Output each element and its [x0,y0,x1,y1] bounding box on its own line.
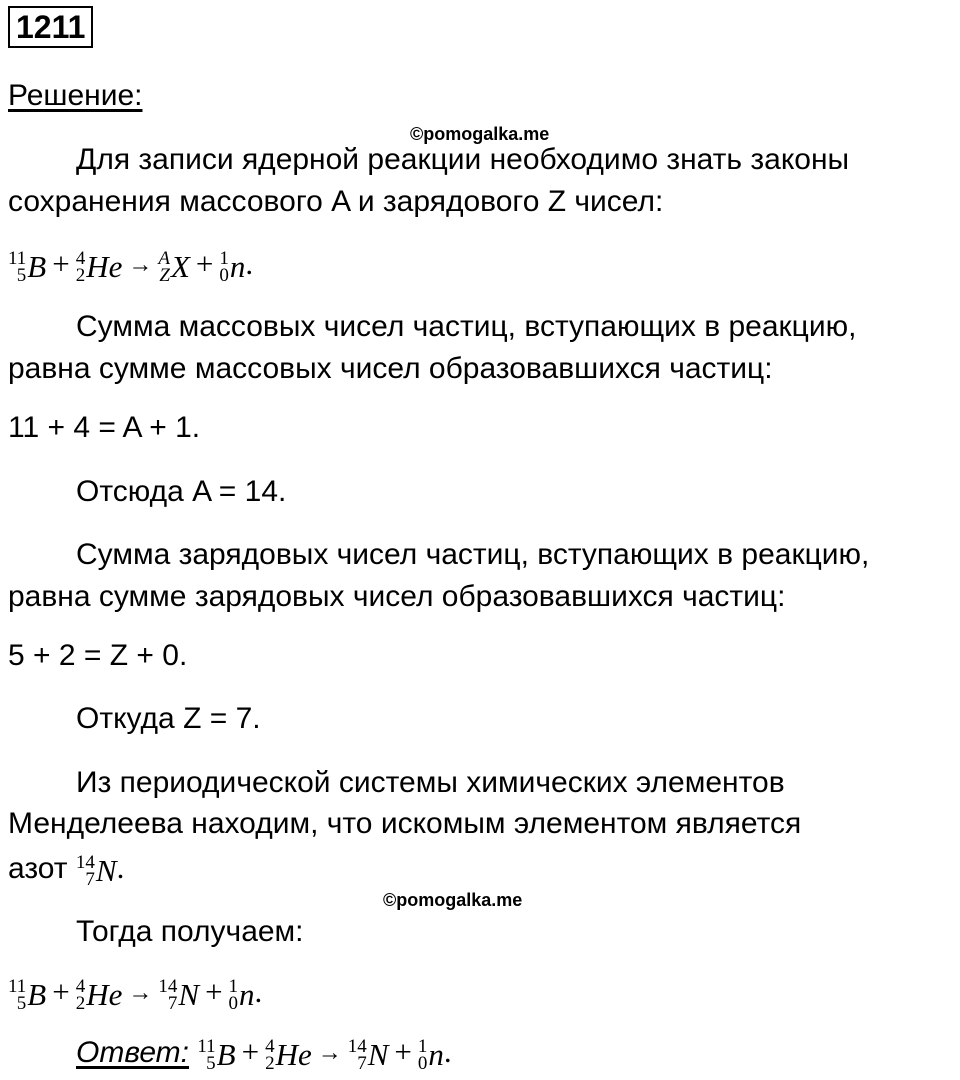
nuclide-neutron: 1 0 n [228,975,255,1014]
paragraph-line: равна сумме массовых чисел образовавшихся частиц: [8,352,773,385]
charge-equation: 5 + 2 = Z + 0. [8,639,188,672]
nuclide-boron: 11 5 B [8,247,47,286]
paragraph-line: сохранения массового A и зарядового Z чисел: [8,185,664,218]
nuclide-nitrogen: 14 7 N [158,975,200,1014]
problem-number: 1211 [8,6,93,48]
nuclide-unknown: A Z X [158,247,190,286]
paragraph-line: Для записи ядерной реакции необходимо знать законы [76,143,850,176]
mass-equation: 11 + 4 = A + 1. [8,411,201,444]
watermark: ©pomogalka.me [410,124,550,144]
nuclide-nitrogen: 14 7 N [347,1035,389,1074]
watermark: ©pomogalka.me [383,890,523,910]
paragraph-line: равна сумме зарядовых чисел образовавшихся частиц: [8,580,786,613]
charge-result: Откуда Z = 7. [76,702,261,735]
answer-line: Ответ: 11 5 B + 4 2 He → 14 7 N + 1 0 n . [76,1030,452,1077]
nuclide-nitrogen: 14 7 N [75,851,117,890]
mass-result: Отсюда A = 14. [76,475,287,508]
solution-heading: Решение: [8,79,143,112]
reaction-equation-general: 11 5 B + 4 2 He → A Z X + 1 0 n . [8,242,253,289]
nuclide-neutron: 1 0 n [219,247,246,286]
nuclide-boron: 11 5 B [197,1035,236,1074]
reaction-equation-final: 11 5 B + 4 2 He → 14 7 N + 1 0 n . [8,970,262,1017]
nuclide-helium: 4 2 He [75,975,123,1014]
nuclide-boron: 11 5 B [8,975,47,1014]
answer-label: Ответ: [76,1036,189,1069]
nuclide-helium: 4 2 He [265,1035,312,1074]
paragraph-line-nitrogen: азот 14 7 N . [8,846,124,893]
nuclide-neutron: 1 0 n [417,1035,444,1074]
paragraph-line: Менделеева находим, что искомым элементом является [8,807,802,840]
paragraph-line: Сумма зарядовых чисел частиц, вступающих в реакцию, [76,538,870,571]
then-line: Тогда получаем: [76,915,304,948]
nuclide-helium: 4 2 He [75,247,123,286]
paragraph-line: Из периодической системы химических элементов [76,766,785,799]
paragraph-line: Сумма массовых чисел частиц, вступающих в реакцию, [76,310,857,343]
